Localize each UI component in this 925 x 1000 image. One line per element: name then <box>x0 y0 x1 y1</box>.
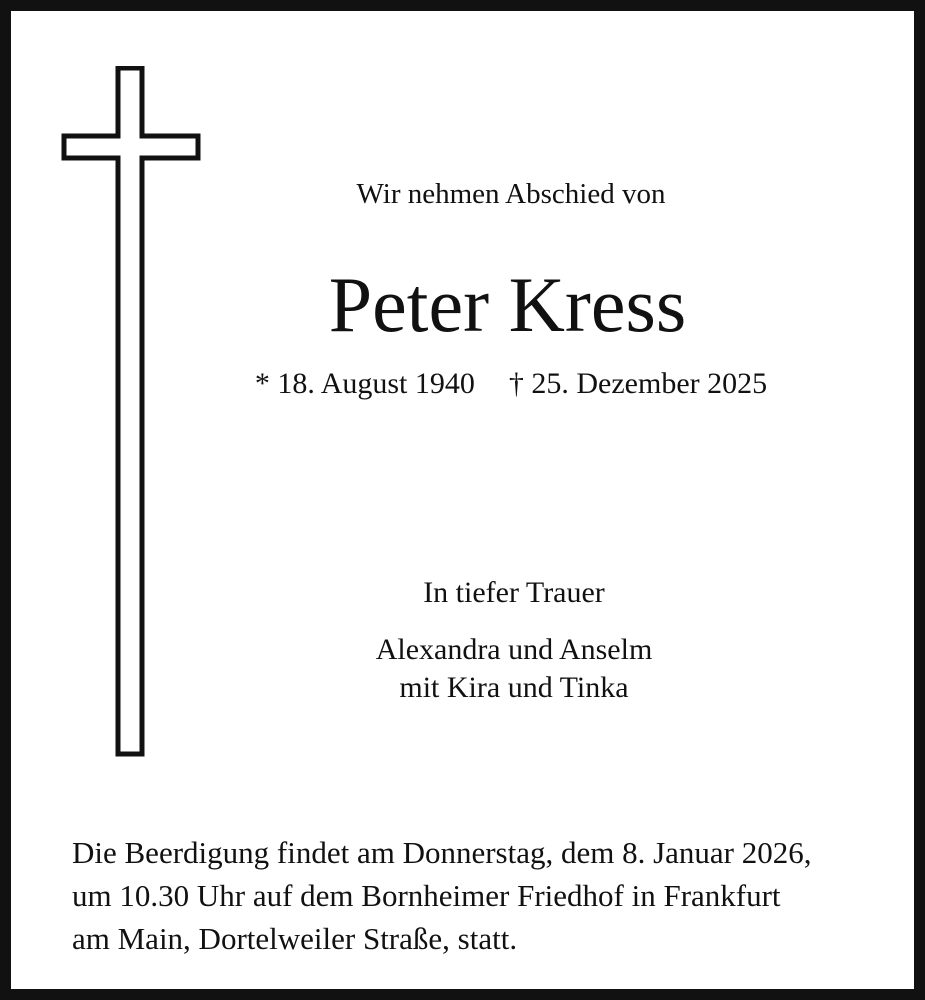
farewell-intro: Wir nehmen Abschied von <box>356 178 666 210</box>
family-line-1: Alexandra und Anselm <box>375 633 653 666</box>
life-dates <box>161 364 861 404</box>
deceased-name: Peter Kress <box>328 261 687 348</box>
mourning-line: In tiefer Trauer <box>423 576 605 609</box>
death-date: † 25. Dezember 2025 <box>508 367 768 400</box>
funeral-line-2: um 10.30 Uhr auf dem Bornheimer Friedhof in Frankfurt <box>72 878 781 913</box>
funeral-line-1: Die Beerdigung findet am Donnerstag, dem 8. Januar 2026, <box>72 835 812 870</box>
funeral-line-3: am Main, Dortelweiler Straße, statt. <box>72 921 518 956</box>
family-line-2: mit Kira und Tinka <box>399 671 629 704</box>
funeral-details <box>72 831 892 960</box>
birth-date: * 18. August 1940 <box>254 367 475 400</box>
